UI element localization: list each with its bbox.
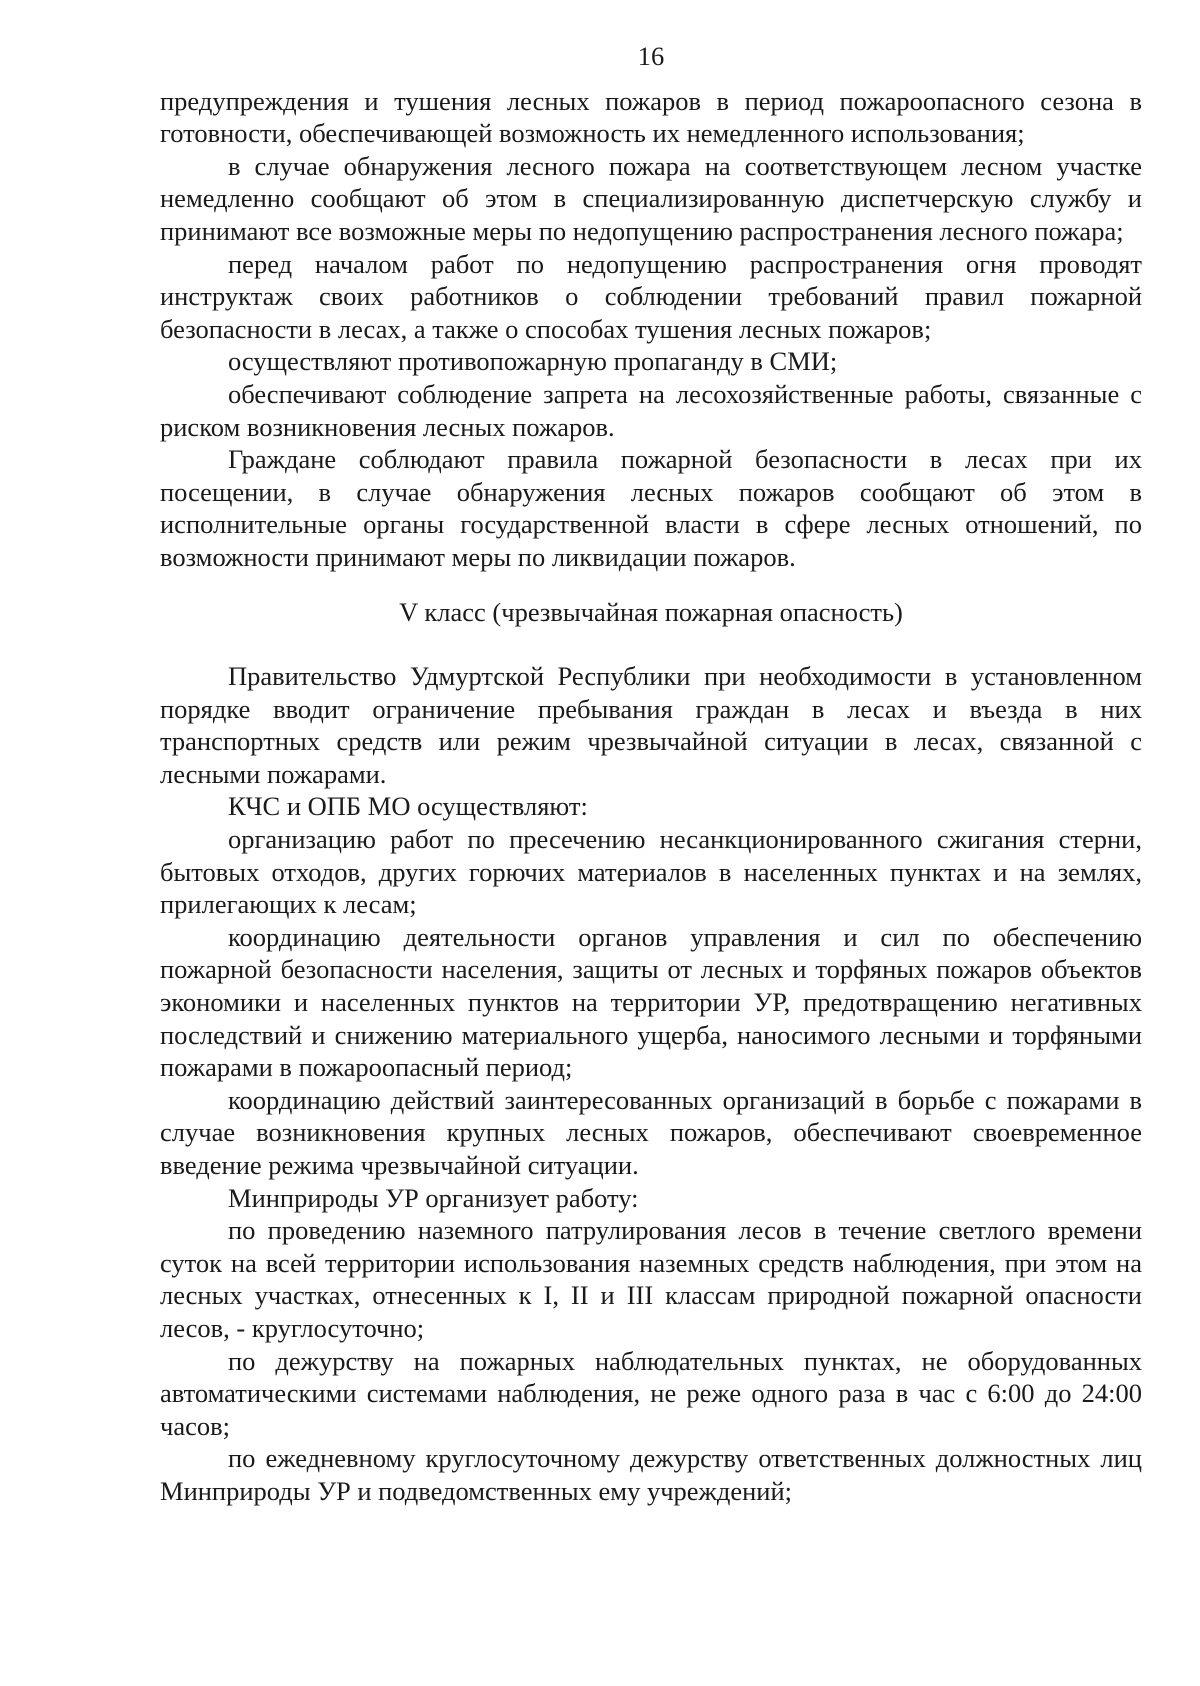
paragraph-patrol: по проведению наземного патрулирования лесов в течение светлого времени суток на всей территории использования наземных средств наблюдения, при этом на лесных участках, отнесенных к I, II и III классам природной пожарной опасности лесов, - круглосуточно; (160, 1215, 1142, 1343)
paragraph-fire-detection: в случае обнаружения лесного пожара на соответствующем лесном участке немедленно сообщают об этом в специализированную диспетчерскую службу и принимают все возможные меры по недопущению распространения лесного пожара; (160, 150, 1142, 246)
paragraph-citizens: Граждане соблюдают правила пожарной безопасности в лесах при их посещении, в случае обнаружения лесных пожаров сообщают об этом в исполнительные органы государственной власти в сфере лесных отношений, по возможности принимают меры по ликвидации пожаров. (160, 444, 1142, 572)
paragraph-kchs-intro: КЧС и ОПБ МО осуществляют: (228, 791, 588, 822)
paragraph-continuation: предупреждения и тушения лесных пожаров в период пожароопасного сезона в готовности, обеспечивающей возможность их немедленного использования; (160, 85, 1142, 149)
page-number: 16 (637, 41, 665, 71)
paragraph-briefing: перед началом работ по недопущению распространения огня проводят инструктаж своих работников о соблюдении требований правил пожарной безопасности в лесах, а также о способах тушения лесных пожаров; (160, 248, 1142, 344)
section-heading: V класс (чрезвычайная пожарная опасность) (399, 596, 903, 627)
paragraph-ministry-intro: Минприроды УР организует работу: (228, 1182, 639, 1213)
paragraph-coordination-actions: координацию действий заинтересованных организаций в борьбе с пожарами в случае возникновения крупных лесных пожаров, обеспечивают своевременное введение режима чрезвычайной ситуации. (160, 1084, 1142, 1180)
paragraph-duty: по ежедневному круглосуточному дежурству ответственных должностных лиц Минприроды УР и подведомственных ему учреждений; (160, 1443, 1142, 1506)
paragraph-burning-prevention: организацию работ по пресечению несанкционированного сжигания стерни, бытовых отходов, других горючих материалов в населенных пунктах и на землях, прилегающих к лесам; (160, 824, 1142, 920)
paragraph-observation-posts: по дежурству на пожарных наблюдательных пунктах, не оборудованных автоматическими системами наблюдения, не реже одного раза в час с 6:00 до 24:00 часов; (160, 1345, 1142, 1441)
paragraph-propaganda: осуществляют противопожарную пропаганду в СМИ; (228, 346, 838, 377)
paragraph-work-ban: обеспечивают соблюдение запрета на лесохозяйственные работы, связанные с риском возникновения лесных пожаров. (160, 378, 1142, 442)
paragraph-government: Правительство Удмуртской Республики при необходимости в установленном порядке вводит ограничение пребывания граждан в лесах и въезда в них транспортных средств или режим чрезвычайной ситуации в лесах, связанной с лесными пожарами. (160, 661, 1142, 789)
document-page (160, 40, 1142, 1508)
paragraph-coordination-bodies: координацию деятельности органов управления и сил по обеспечению пожарной безопасности населения, защиты от лесных и торфяных пожаров объектов экономики и населенных пунктов на территории УР, предотвращению негативных последствий и снижению материального ущерба, наносимого лесными и торфяными пожарами в пожароопасный период; (160, 921, 1142, 1083)
